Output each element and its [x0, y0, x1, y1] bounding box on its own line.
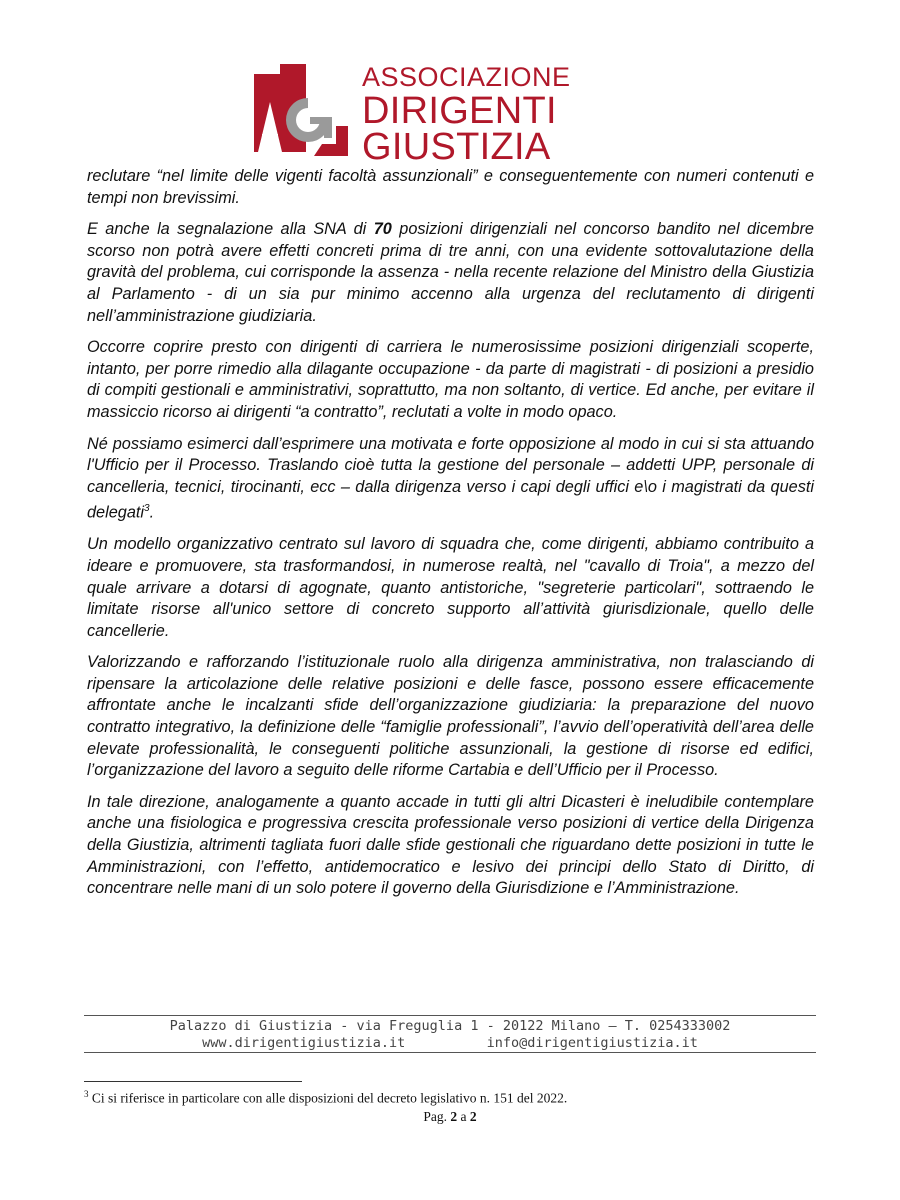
paragraph-1: reclutare “nel limite delle vigenti facoltà assunzionali” e conseguentemente con numeri contenuti e tempi non brevissimi. [87, 167, 814, 207]
footer-contacts [84, 1035, 816, 1052]
document-body [87, 166, 814, 910]
paragraph-5: Un modello organizzativo centrato sul lavoro di squadra che, come dirigenti, abbiamo contribuito a ideare e promuovere, sta trasformandosi, in numerose realtà, nel "cavallo di Troia", a mezzo del quale arrivare a dotarsi di agognate, quanto antistoriche, "segreterie particolari", sottraendo le limitate risorse all'unico settore di concreto supporto all’attività giurisdizionale, quello delle cancellerie. [87, 535, 814, 640]
footnote [84, 1089, 567, 1107]
email-link[interactable]: info@dirigentigiustizia.it [486, 1035, 698, 1051]
page-number: Pag. 2 a 2 [423, 1109, 477, 1124]
adg-monogram-icon [252, 62, 352, 162]
highlight-number: 70 [373, 220, 392, 239]
footer-address: Palazzo di Giustizia - via Freguglia 1 - 20122 Milano – T. 0254333002 [169, 1018, 731, 1034]
paragraph-7: In tale direzione, analogamente a quanto accade in tutti gli altri Dicasteri è ineludibile contemplare anche una fisiologica e progressiva crescita professionale verso posizioni di vertice della Dirigenza della Giustizia, altrimenti tagliata fuori dalle sfide gestionali che riguardano dette posizioni in tutte le Amministrazioni, con l’effetto, antidemocratico e lesivo dei principi dello Stato di Diritto, di concentrare nelle mani di un solo potere il governo della Giurisdizione e l’Amministrazione. [87, 792, 814, 898]
logo-line-3: GIUSTIZIA [362, 126, 551, 168]
paragraph-6: Valorizzando e rafforzando l’istituzionale ruolo alla dirigenza amministrativa, non tralasciando di ripensare la articolazione delle relative posizioni e delle fasce, possono essere efficacemente affrontate anche le incalzanti sfide dell’organizzazione giudiziaria: la preparazione del nuovo contratto integrativo, la definizione delle “famiglie professionali”, l’avvio dell’operatività dell’area delle elevate professionalità, le conseguenti politiche assunzionali, la gestione di risorse ed edifici, l’organizzazione del lavoro a seguito delle riforme Cartabia e dell’Ufficio per il Processo. [87, 653, 814, 780]
footnote-ref[interactable]: 3 [144, 503, 150, 515]
logo-wordmark [362, 62, 571, 166]
logo-line-2: DIRIGENTI [362, 90, 557, 132]
footnote-number: 3 [84, 1089, 89, 1099]
footnote-separator [84, 1081, 302, 1082]
total-pages: 2 [469, 1109, 477, 1124]
paragraph-3: Occorre coprire presto con dirigenti di carriera le numerosissime posizioni dirigenziali scoperte, intanto, per porre rimedio alla dilagante occupazione - da parte di magistrati - di posizioni a presidio di compiti gestionali e amministrativi, soprattutto, ma non soltanto, di vertice. Ed anche, per evitare il massiccio ricorso ai dirigenti “a contratto”, reclutati a volte in modo opaco. [87, 338, 814, 421]
logo-line-1: ASSOCIAZIONE [362, 62, 571, 92]
website-link[interactable]: www.dirigentigiustizia.it [202, 1035, 406, 1051]
footer-bottom-rule [84, 1052, 816, 1053]
footnote-text: Ci si riferisce in particolare con alle disposizioni del decreto legislativo n. 151 del 2022. [88, 1090, 568, 1106]
association-logo [252, 62, 571, 168]
current-page: 2 [450, 1109, 458, 1124]
paragraph-2: E anche la segnalazione alla SNA di 70 posizioni dirigenziali nel concorso bandito nel dicembre scorso non potrà avere effetti concreti prima di tre anni, con una evidente sottovalutazione della gravità del problema, cui corrisponde la assenza - nella recente relazione del Ministro della Giustizia al Parlamento - di un sia pur minimo accenno alla urgenza del reclutamento di dirigenti nell’amministrazione giudiziaria. [87, 220, 814, 325]
paragraph-4: Né possiamo esimerci dall’esprimere una motivata e forte opposizione al modo in cui si sta attuando l'Ufficio per il Processo. Traslando cioè tutta la gestione del personale – addetti UPP, personale di cancelleria, tecnici, tirocinanti, ecc – dalla dirigenza verso i capi degli uffici e\o i magistrati da questi delegati$^3$. [87, 434, 814, 522]
footer-top-rule [84, 1015, 816, 1016]
